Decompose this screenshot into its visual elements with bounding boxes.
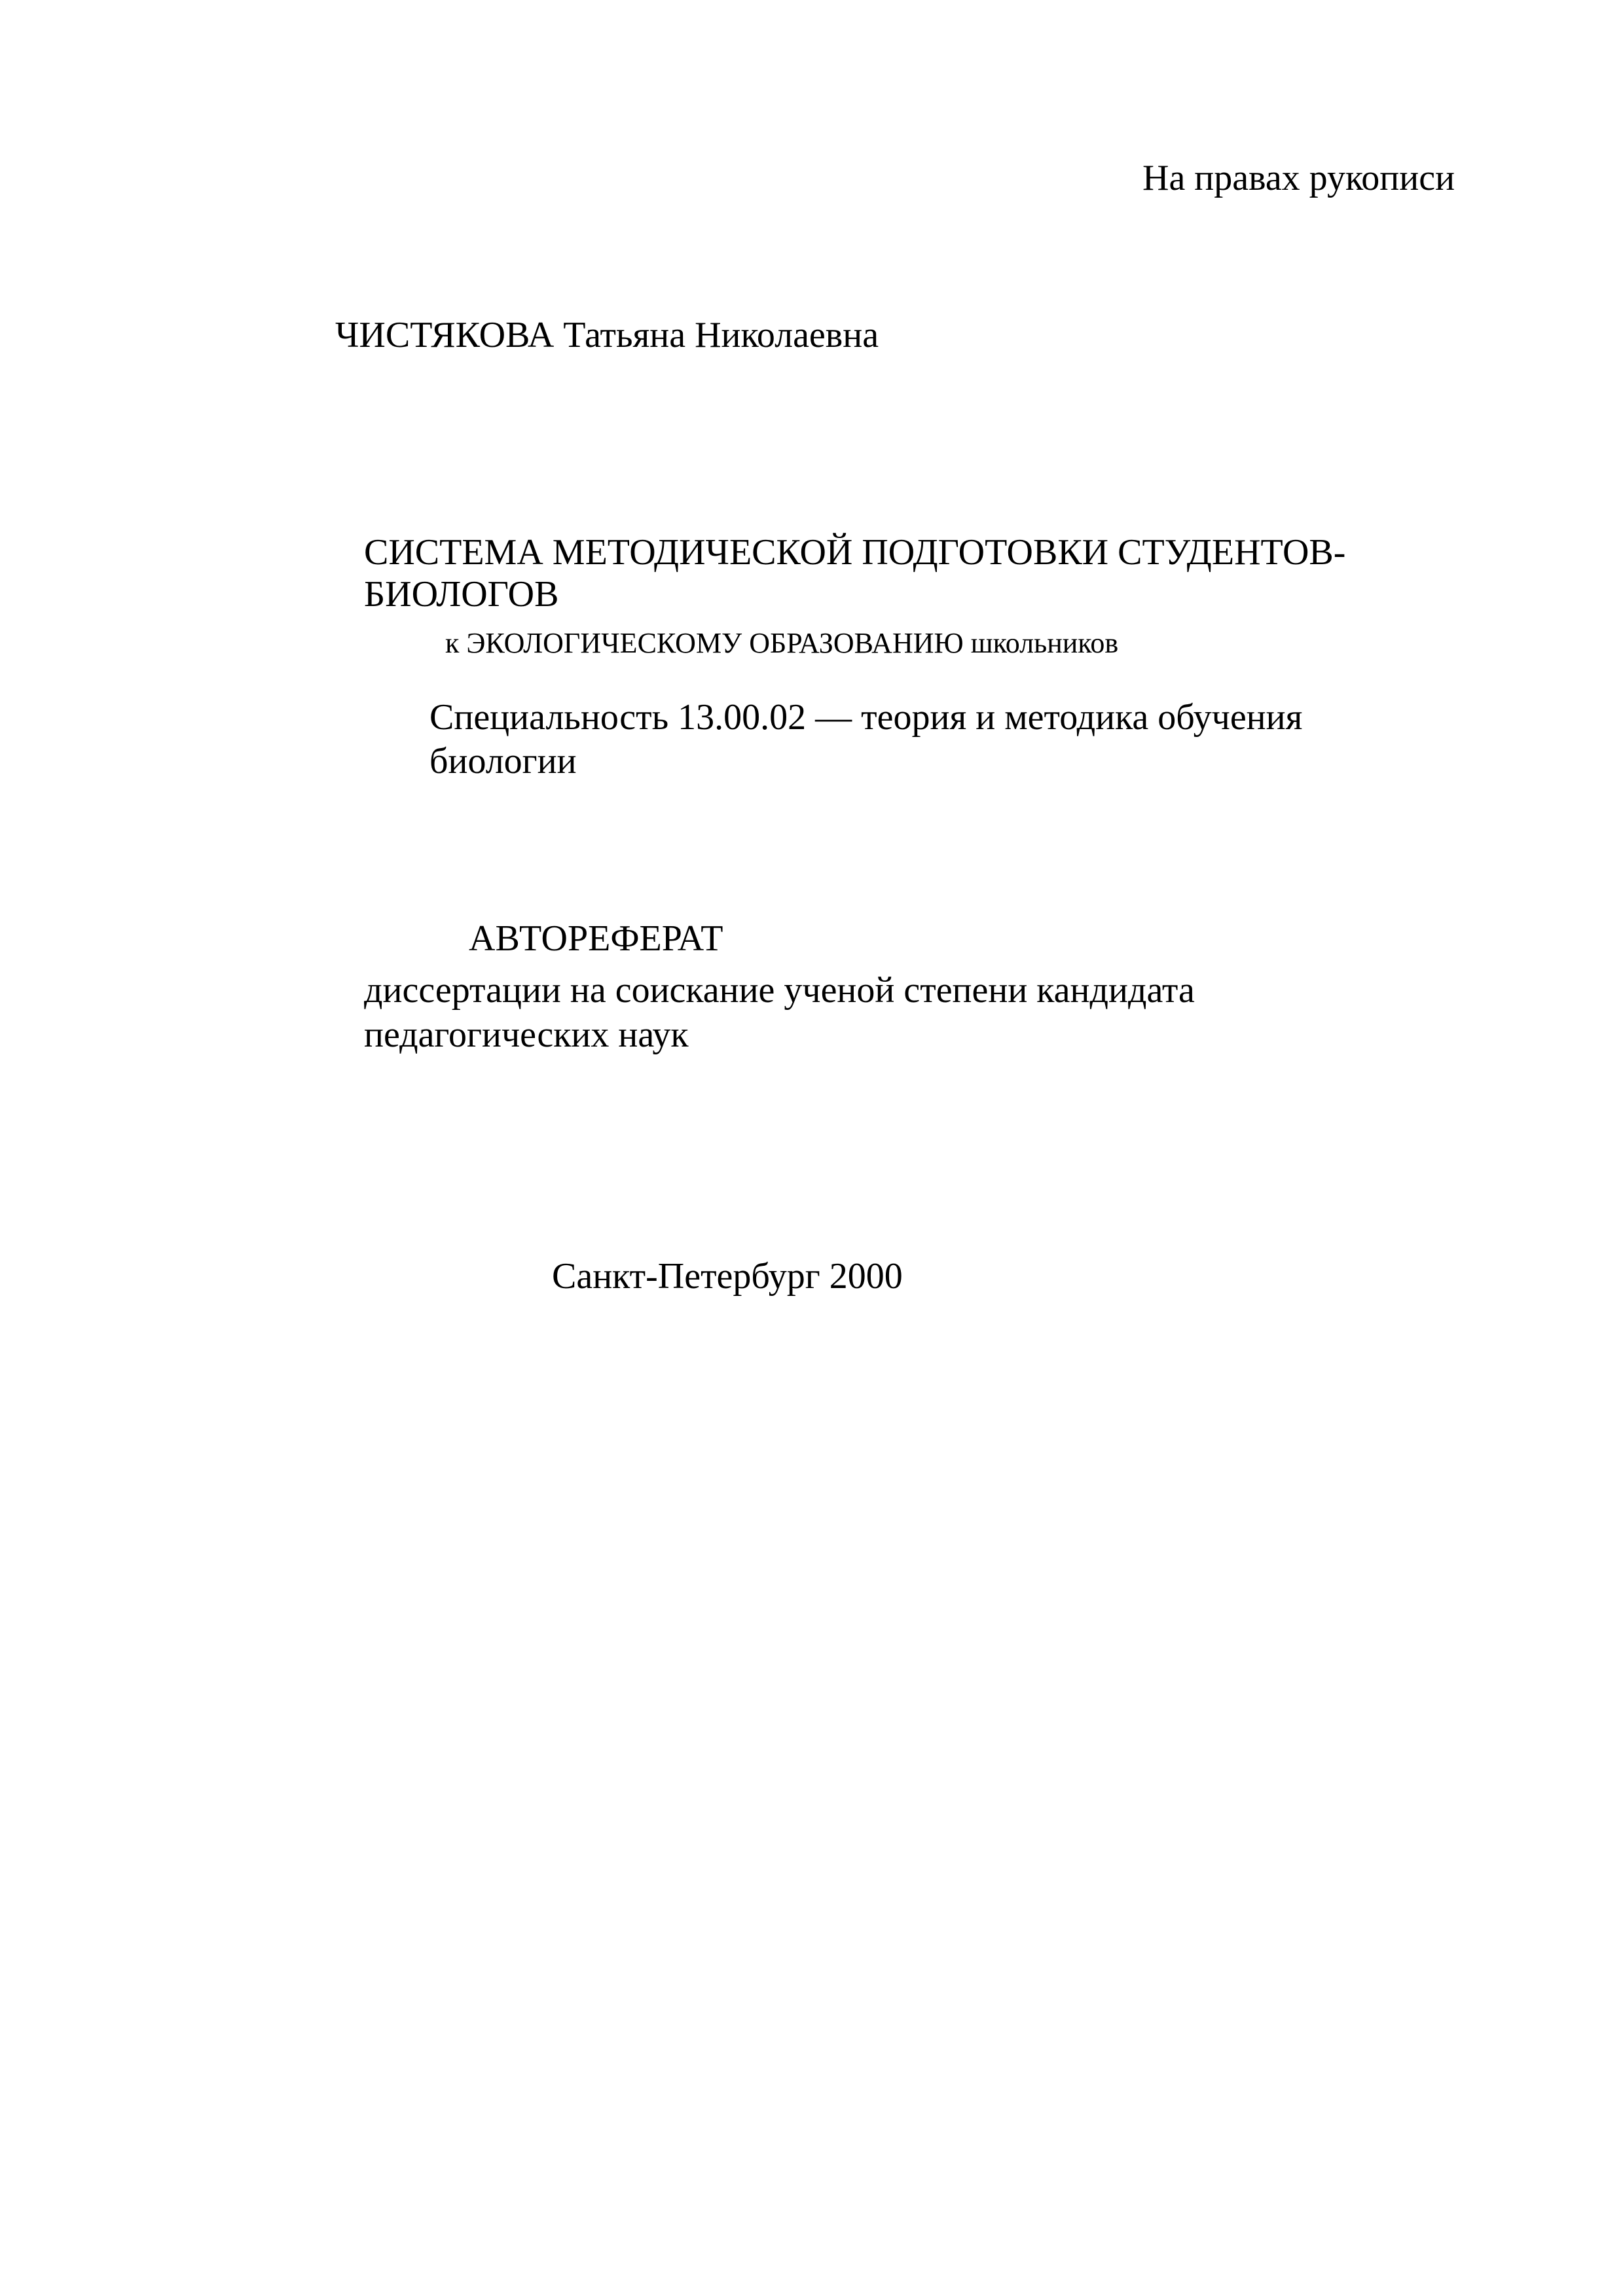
document-type-heading: АВТОРЕФЕРАТ — [469, 918, 723, 959]
author-name: ЧИСТЯКОВА Татьяна Николаевна — [335, 315, 879, 355]
specialty-line-1: Специальность 13.00.02 — теория и методика обучения — [429, 697, 1303, 738]
degree-line-1: диссертации на соискание ученой степени кандидата — [364, 970, 1195, 1011]
degree-line-2: педагогических наук — [364, 1014, 689, 1055]
city-year: Санкт-Петербург 2000 — [552, 1256, 903, 1297]
title-subline: к ЭКОЛОГИЧЕСКОМУ ОБРАЗОВАНИЮ школьников — [445, 627, 1119, 659]
manuscript-note: На правах рукописи — [1142, 158, 1455, 198]
specialty-line-2: биологии — [429, 741, 577, 781]
title-line-1: СИСТЕМА МЕТОДИЧЕСКОЙ ПОДГОТОВКИ СТУДЕНТОВ- — [364, 532, 1346, 573]
title-line-2: БИОЛОГОВ — [364, 574, 559, 615]
